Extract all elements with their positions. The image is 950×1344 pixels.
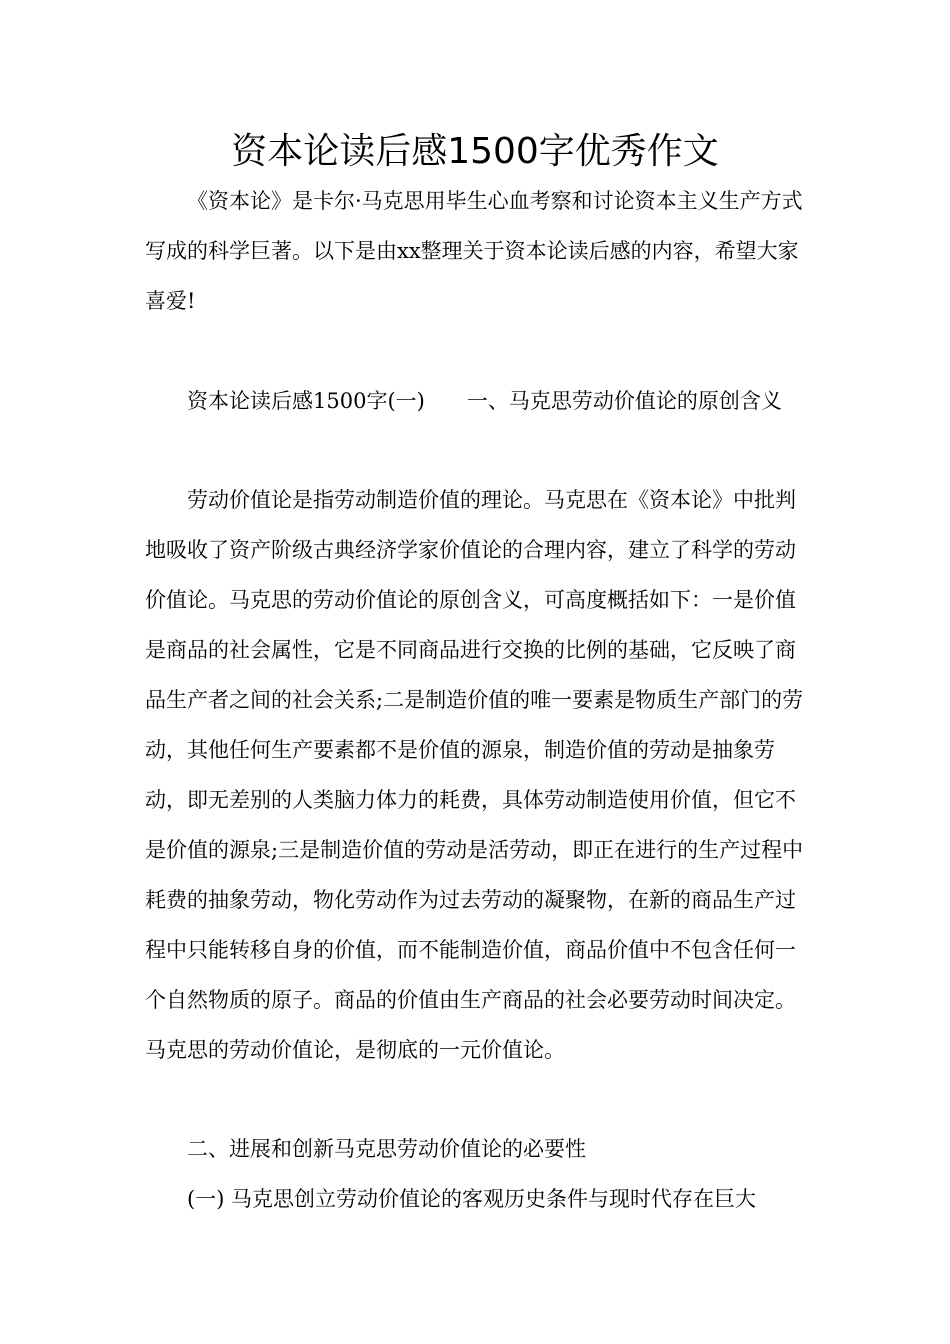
last-paragraph: (一) 马克思创立劳动价值论的客观历史条件与现时代存在巨大	[187, 1187, 757, 1211]
main-paragraph: 劳动价值论是指劳动制造价值的理论。马克思在《资本论》中批判地吸收了资产阶级古典经济学家价值论的合理内容，建立了科学的劳动价值论。马克思的劳动价值论的原创含义，可高度概括如下：一是价值是商品的社会属性，它是不同商品进行交换的比例的基础，它反映了商品生产者之间的社会关系;二是制造价值的唯一要素是物质生产部门的劳动，其他任何生产要素都不是价值的源泉，制造价值的劳动是抽象劳动，即无差别的人类脑力体力的耗费，具体劳动制造使用价值，但它不是价值的源泉;三是制造价值的劳动是活劳动，即正在进行的生产过程中耗费的抽象劳动，物化劳动作为过去劳动的凝聚物，在新的商品生产过程中只能转移自身的价值，而不能制造价值，商品价值中不包含任何一个自然物质的原子。商品的价值由生产商品的社会必要劳动时间决定。马克思的劳动价值论，是彻底的一元价值论。	[145, 488, 804, 1062]
intro-paragraph: 《资本论》是卡尔·马克思用毕生心血考察和讨论资本主义生产方式写成的科学巨著。以下是由xx整理关于资本论读后感的内容，希望大家喜爱!	[145, 189, 803, 313]
subsection-heading: 一、马克思劳动价值论的原创含义	[466, 389, 782, 413]
document-title: 资本论读后感1500字优秀作文	[231, 131, 719, 172]
heading-2: 二、进展和创新马克思劳动价值论的必要性	[187, 1137, 586, 1161]
section-heading-paragraph	[145, 376, 810, 426]
section-heading: 资本论读后感1500字(一)	[187, 389, 425, 413]
